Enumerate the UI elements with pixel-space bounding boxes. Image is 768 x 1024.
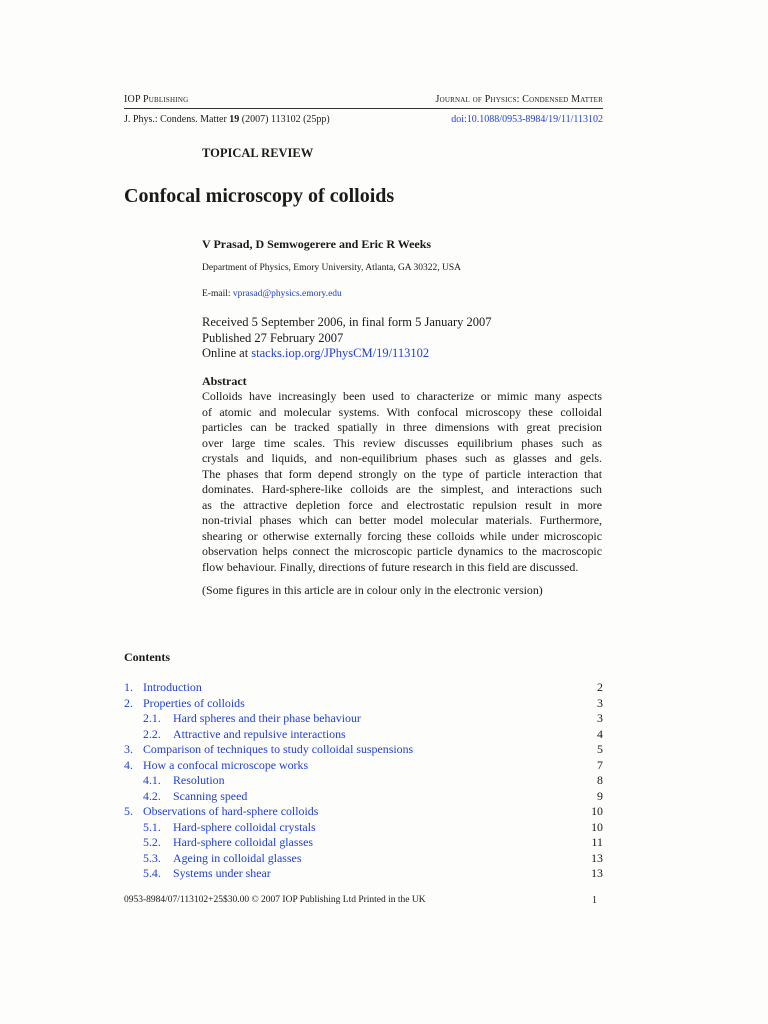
abstract-line: The phases that form depend strongly on the type of particle interaction that bbox=[202, 466, 602, 481]
abstract-line: over large time scales. This review discusses equilibrium phases such as bbox=[202, 435, 602, 450]
toc-entry-number[interactable]: 2.1. bbox=[143, 711, 161, 725]
toc-entry-title[interactable]: Hard spheres and their phase behaviour bbox=[173, 711, 361, 725]
section-label: TOPICAL REVIEW bbox=[202, 146, 314, 160]
toc-entry-page: 10 bbox=[591, 819, 603, 834]
toc-entry-title[interactable]: Comparison of techniques to study colloidal suspensions bbox=[143, 742, 414, 756]
online-label: Online at bbox=[202, 346, 252, 360]
citation-journal: J. Phys.: Condens. Matter bbox=[124, 114, 230, 125]
abstract-line: as the attractive depletion force and electrostatic repulsion result in more bbox=[202, 497, 602, 512]
citation-details: (2007) 113102 (25pp) bbox=[239, 114, 330, 125]
email-label: E-mail: bbox=[202, 289, 233, 299]
toc-entry[interactable] bbox=[124, 789, 603, 805]
footer-copyright: 0953-8984/07/113102+25$30.00 © 2007 IOP Publishing Ltd Printed in the UK bbox=[124, 895, 426, 905]
toc-entry[interactable] bbox=[124, 727, 603, 743]
email-row bbox=[202, 289, 342, 299]
toc-entry[interactable] bbox=[124, 820, 603, 836]
toc-entry-page: 5 bbox=[597, 742, 603, 756]
toc-entry-title[interactable]: Attractive and repulsive interactions bbox=[173, 726, 346, 741]
toc-entry-number[interactable]: 4.1. bbox=[143, 773, 161, 787]
colour-note: (Some figures in this article are in colour only in the electronic version) bbox=[202, 583, 543, 597]
toc-entry[interactable] bbox=[124, 866, 603, 882]
toc-entry-title[interactable]: Hard-sphere colloidal crystals bbox=[173, 819, 316, 834]
author-list: V Prasad, D Semwogerere and Eric R Weeks bbox=[202, 237, 432, 251]
toc-entry-number[interactable]: 4. bbox=[124, 757, 133, 772]
toc-entry-number[interactable]: 5.3. bbox=[143, 850, 161, 865]
toc-entry[interactable] bbox=[124, 804, 603, 820]
abstract-text bbox=[202, 389, 602, 575]
toc-entry-title[interactable]: Systems under shear bbox=[173, 866, 271, 880]
page-number: 1 bbox=[592, 895, 597, 906]
toc-entry-page: 2 bbox=[597, 680, 603, 694]
toc-entry-page: 11 bbox=[591, 835, 603, 849]
published-date: Published 27 February 2007 bbox=[202, 330, 344, 345]
toc-entry-title[interactable]: Scanning speed bbox=[173, 788, 248, 803]
toc-entry[interactable] bbox=[124, 680, 603, 696]
toc-entry[interactable] bbox=[124, 742, 603, 758]
toc-entry-page: 13 bbox=[591, 866, 603, 880]
publication-dates bbox=[202, 315, 492, 362]
abstract-line: shearing or otherwise externally forcing these colloids while under microscopic bbox=[202, 528, 602, 543]
abstract-line: non-trivial phases which can better model molecular materials. Furthermore, bbox=[202, 513, 602, 527]
publisher-name: IOP Publishing bbox=[124, 94, 189, 105]
toc-entry-page: 13 bbox=[591, 850, 603, 865]
toc-entry-page: 9 bbox=[597, 788, 603, 803]
abstract-line: dominates. Hard-sphere-like colloids are the simplest, and interactions such bbox=[202, 482, 602, 496]
received-date: Received 5 September 2006, in final form 5 January 2007 bbox=[202, 315, 492, 329]
toc-entry[interactable] bbox=[124, 696, 603, 712]
citation-line bbox=[124, 114, 330, 125]
toc-entry-number[interactable]: 1. bbox=[124, 680, 133, 694]
toc-entry-number[interactable]: 5.4. bbox=[143, 866, 161, 880]
toc-entry-title[interactable]: Properties of colloids bbox=[143, 695, 245, 710]
abstract-heading: Abstract bbox=[202, 374, 247, 388]
toc-entry-page: 4 bbox=[597, 726, 603, 741]
toc-entry-number[interactable]: 5.2. bbox=[143, 835, 161, 849]
email-link[interactable]: vprasad@physics.emory.edu bbox=[232, 289, 342, 299]
citation-volume: 19 bbox=[229, 114, 240, 125]
abstract-line: flow behaviour. Finally, directions of future research in this field are discussed. bbox=[202, 559, 579, 574]
toc-entry-title[interactable]: Hard-sphere colloidal glasses bbox=[173, 835, 313, 849]
toc-entry-title[interactable]: Observations of hard-sphere colloids bbox=[143, 804, 319, 818]
abstract-line: crystals and liquids, and non-equilibrium phases such as glasses and gels. bbox=[202, 451, 602, 465]
abstract-line: of atomic and molecular systems. With confocal microscopy these colloidal bbox=[202, 404, 602, 419]
abstract-line: observation helps connect the microscopic particle dynamics to the macroscopic bbox=[202, 544, 602, 558]
affiliation: Department of Physics, Emory University, Atlanta, GA 30322, USA bbox=[202, 263, 462, 273]
contents-heading: Contents bbox=[124, 650, 171, 664]
toc-entry-number[interactable]: 5. bbox=[124, 804, 133, 818]
toc-entry-title[interactable]: Resolution bbox=[173, 773, 225, 787]
toc-entry-number[interactable]: 2. bbox=[124, 695, 133, 710]
toc-entry-page: 10 bbox=[591, 804, 603, 818]
toc-entry-page: 8 bbox=[597, 773, 603, 787]
doi-link[interactable]: doi:10.1088/0953-8984/19/11/113102 bbox=[451, 114, 603, 125]
toc-entry-page: 7 bbox=[597, 757, 603, 772]
toc-entry-number[interactable]: 3. bbox=[124, 742, 133, 756]
header-rule bbox=[124, 108, 603, 109]
toc-entry[interactable] bbox=[124, 835, 603, 851]
toc-entry-page: 3 bbox=[597, 695, 603, 710]
online-row bbox=[202, 346, 492, 362]
toc-entry[interactable] bbox=[124, 773, 603, 789]
toc-entry[interactable] bbox=[124, 851, 603, 867]
toc-entry-number[interactable]: 4.2. bbox=[143, 788, 161, 803]
toc-entry-page: 3 bbox=[597, 711, 603, 725]
abstract-line: Colloids have increasingly been used to characterize or mimic many aspects bbox=[202, 389, 602, 403]
toc-entry-number[interactable]: 2.2. bbox=[143, 726, 161, 741]
article-title: Confocal microscopy of colloids bbox=[124, 185, 395, 207]
toc-entry[interactable] bbox=[124, 711, 603, 727]
toc-entry[interactable] bbox=[124, 758, 603, 774]
table-of-contents bbox=[124, 680, 603, 882]
toc-entry-title[interactable]: Ageing in colloidal glasses bbox=[173, 850, 302, 865]
toc-entry-title[interactable]: How a confocal microscope works bbox=[143, 757, 309, 772]
online-link[interactable]: stacks.iop.org/JPhysCM/19/113102 bbox=[251, 346, 430, 360]
toc-entry-number[interactable]: 5.1. bbox=[143, 819, 161, 834]
toc-entry-title[interactable]: Introduction bbox=[143, 680, 202, 694]
journal-name: Journal of Physics: Condensed Matter bbox=[435, 94, 603, 105]
abstract-line: particles can be tracked spatially in three dimensions with great precision bbox=[202, 420, 602, 434]
